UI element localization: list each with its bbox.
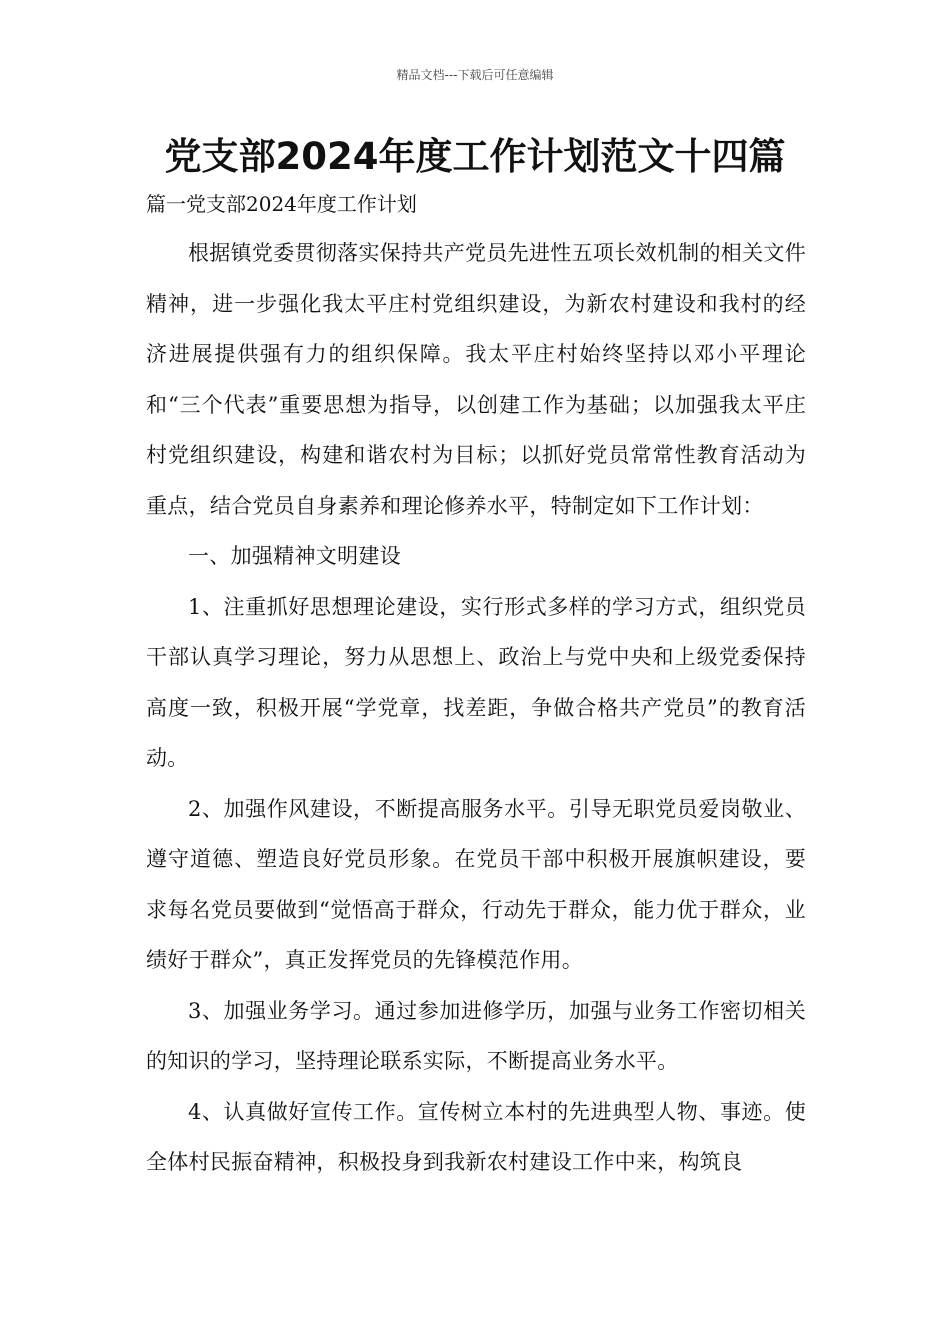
paragraph-intro: 根据镇党委贯彻落实保持共产党员先进性五项长效机制的相关文件精神，进一步强化我太平庄村党组织建设，为新农村建设和我村的经济进展提供强有力的组织保障。我太平庄村始终坚持以邓小平理论和“三个代表”重要思想为指导，以创建工作为基础；以加强我太平庄村党组织建设，构建和谐农村为目标；以抓好党员常常性教育活动为重点，结合党员自身素养和理论修养水平，特制定如下工作计划： bbox=[146, 241, 806, 518]
document-title: 党支部2024年度工作计划范文十四篇 bbox=[164, 135, 786, 178]
header-note: 精品文档---下载后可任意编辑 bbox=[396, 68, 554, 82]
document-body bbox=[146, 228, 806, 1188]
paragraph-item-1: 1、注重抓好思想理论建设，实行形式多样的学习方式，组织党员干部认真学习理论，努力从思想上、政治上与党中央和上级党委保持高度一致，积极开展“学党章，找差距，争做合格共产党员”的教育活动。 bbox=[146, 594, 806, 770]
paragraph-item-4: 4、认真做好宣传工作。宣传树立本村的先进典型人物、事迹。使全体村民振奋精神，积极投身到我新农村建设工作中来，构筑良 bbox=[146, 1099, 806, 1174]
section-subtitle: 篇一党支部2024年度工作计划 bbox=[146, 192, 417, 216]
paragraph-item-2: 2、加强作风建设，不断提高服务水平。引导无职党员爱岗敬业、遵守道德、塑造良好党员形象。在党员干部中积极开展旗帜建设，要求每名党员要做到“觉悟高于群众，行动先于群众，能力优于群众，业绩好于群众”，真正发挥党员的先锋模范作用。 bbox=[146, 796, 806, 972]
paragraph-item-3: 3、加强业务学习。通过参加进修学历，加强与业务工作密切相关的知识的学习，坚持理论联系实际，不断提高业务水平。 bbox=[146, 998, 806, 1073]
paragraph-heading-1: 一、加强精神文明建设 bbox=[188, 544, 401, 568]
